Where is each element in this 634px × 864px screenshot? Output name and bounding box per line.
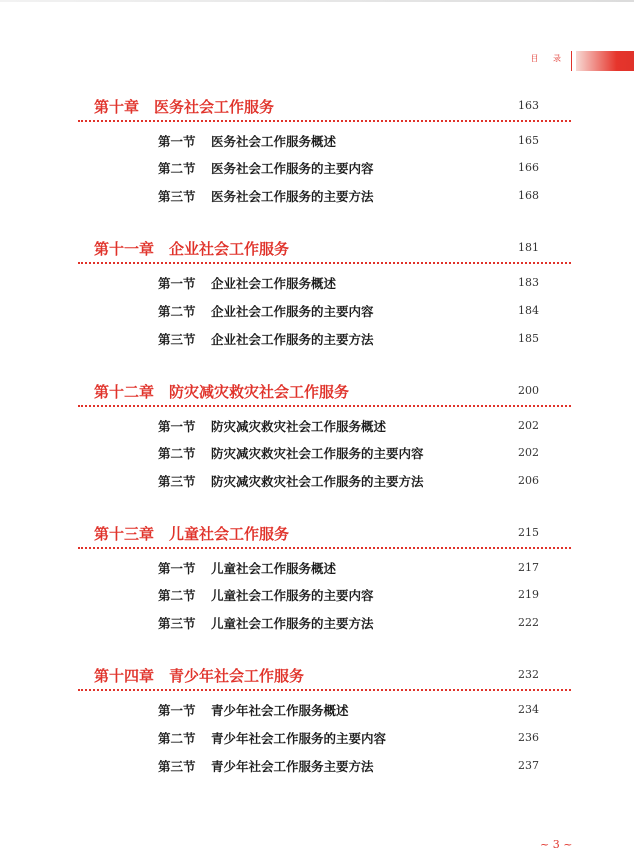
chapter-11 xyxy=(78,238,571,262)
section-page-number: 202 xyxy=(518,446,539,459)
section-page-number: 237 xyxy=(518,759,539,772)
chapter-title: 第十二章 防灾减灾救灾社会工作服务 xyxy=(94,383,350,401)
section-entry[interactable] xyxy=(158,701,539,721)
dotted-divider xyxy=(78,120,571,122)
section-entry[interactable] xyxy=(158,274,539,294)
chapter-heading[interactable] xyxy=(78,665,571,689)
section-entry[interactable] xyxy=(158,132,539,152)
section-number: 第一节 xyxy=(158,703,196,718)
chapter-title: 第十章 医务社会工作服务 xyxy=(94,98,275,116)
chapter-heading[interactable] xyxy=(78,523,571,547)
section-title: 防灾减灾救灾社会工作服务的主要内容 xyxy=(211,446,424,461)
chapter-12 xyxy=(78,381,571,405)
chapter-page-number: 163 xyxy=(518,99,539,112)
dotted-divider xyxy=(78,547,571,549)
chapter-title: 第十四章 青少年社会工作服务 xyxy=(94,667,305,685)
section-entry[interactable] xyxy=(158,444,539,464)
section-number: 第三节 xyxy=(158,332,196,347)
section-entry[interactable] xyxy=(158,614,539,634)
section-page-number: 222 xyxy=(518,616,539,629)
section-page-number: 206 xyxy=(518,474,539,487)
chapter-13 xyxy=(78,523,571,547)
section-title: 青少年社会工作服务概述 xyxy=(211,703,349,718)
section-entry[interactable] xyxy=(158,472,539,492)
section-title: 青少年社会工作服务的主要内容 xyxy=(211,731,387,746)
section-page-number: 184 xyxy=(518,304,539,317)
section-page-number: 217 xyxy=(518,561,539,574)
section-page-number: 168 xyxy=(518,189,539,202)
chapter-title: 第十一章 企业社会工作服务 xyxy=(94,240,290,258)
section-page-number: 234 xyxy=(518,703,539,716)
section-entry[interactable] xyxy=(158,757,539,777)
section-entry[interactable] xyxy=(158,330,539,350)
dotted-divider xyxy=(78,262,571,264)
section-number: 第三节 xyxy=(158,189,196,204)
chapter-page-number: 200 xyxy=(518,384,539,397)
section-number: 第一节 xyxy=(158,561,196,576)
section-title: 青少年社会工作服务主要方法 xyxy=(211,759,374,774)
section-number: 第二节 xyxy=(158,731,196,746)
chapter-10 xyxy=(78,96,571,120)
section-title: 防灾减灾救灾社会工作服务的主要方法 xyxy=(211,474,424,489)
chapter-heading[interactable] xyxy=(78,96,571,120)
section-entry[interactable] xyxy=(158,559,539,579)
section-page-number: 202 xyxy=(518,419,539,432)
section-number: 第三节 xyxy=(158,616,196,631)
section-number: 第一节 xyxy=(158,419,196,434)
section-title: 医务社会工作服务概述 xyxy=(211,134,337,149)
chapter-page-number: 215 xyxy=(518,526,539,539)
page-number: ~ 3 ~ xyxy=(540,838,573,851)
section-number: 第二节 xyxy=(158,161,196,176)
section-number: 第三节 xyxy=(158,759,196,774)
section-page-number: 219 xyxy=(518,588,539,601)
section-entry[interactable] xyxy=(158,417,539,437)
section-number: 第一节 xyxy=(158,276,196,291)
section-title: 儿童社会工作服务的主要方法 xyxy=(211,616,374,631)
chapter-14 xyxy=(78,665,571,689)
dotted-divider xyxy=(78,689,571,691)
section-title: 儿童社会工作服务的主要内容 xyxy=(211,588,374,603)
section-page-number: 165 xyxy=(518,134,539,147)
section-number: 第二节 xyxy=(158,446,196,461)
section-entry[interactable] xyxy=(158,586,539,606)
section-entry[interactable] xyxy=(158,729,539,749)
section-entry[interactable] xyxy=(158,159,539,179)
section-entry[interactable] xyxy=(158,187,539,207)
section-number: 第二节 xyxy=(158,304,196,319)
dotted-divider xyxy=(78,405,571,407)
section-number: 第二节 xyxy=(158,588,196,603)
chapter-heading[interactable] xyxy=(78,238,571,262)
header-label: 目 录 xyxy=(530,54,567,63)
section-entry[interactable] xyxy=(158,302,539,322)
section-number: 第一节 xyxy=(158,134,196,149)
chapter-heading[interactable] xyxy=(78,381,571,405)
section-title: 医务社会工作服务的主要内容 xyxy=(211,161,374,176)
section-number: 第三节 xyxy=(158,474,196,489)
top-border xyxy=(0,0,634,2)
section-title: 儿童社会工作服务概述 xyxy=(211,561,337,576)
section-page-number: 166 xyxy=(518,161,539,174)
running-header xyxy=(514,51,634,71)
section-title: 企业社会工作服务的主要内容 xyxy=(211,304,374,319)
section-title: 防灾减灾救灾社会工作服务概述 xyxy=(211,419,387,434)
chapter-page-number: 181 xyxy=(518,241,539,254)
chapter-page-number: 232 xyxy=(518,668,539,681)
section-page-number: 183 xyxy=(518,276,539,289)
section-page-number: 185 xyxy=(518,332,539,345)
section-title: 医务社会工作服务的主要方法 xyxy=(211,189,374,204)
header-divider xyxy=(571,51,573,71)
section-page-number: 236 xyxy=(518,731,539,744)
section-title: 企业社会工作服务概述 xyxy=(211,276,337,291)
section-title: 企业社会工作服务的主要方法 xyxy=(211,332,374,347)
header-color-block xyxy=(576,51,634,71)
chapter-title: 第十三章 儿童社会工作服务 xyxy=(94,525,290,543)
